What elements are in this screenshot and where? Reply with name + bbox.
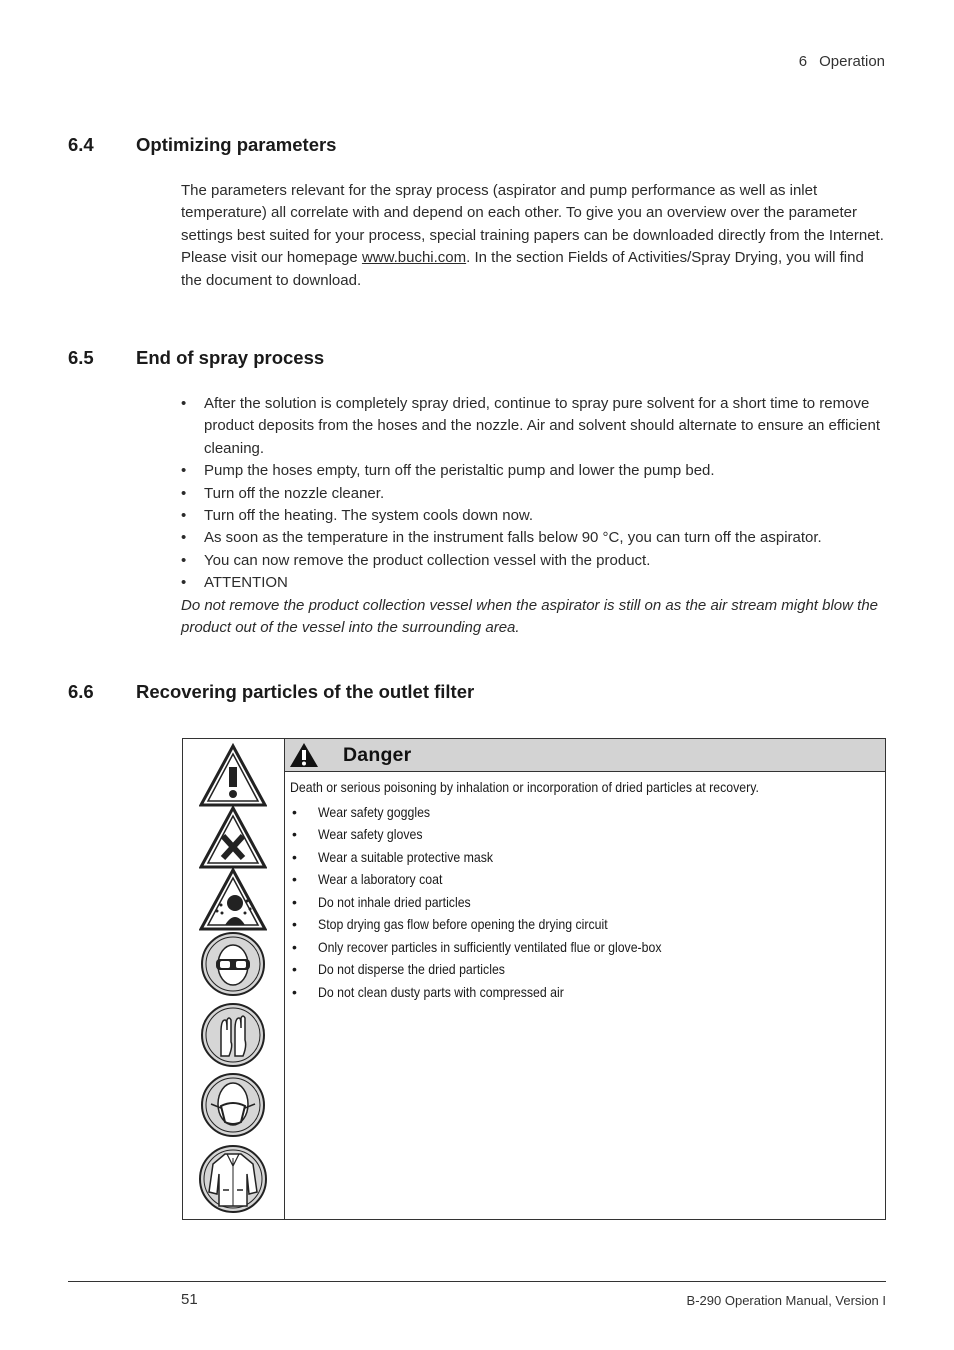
list-item xyxy=(290,981,879,1004)
list-item xyxy=(290,936,879,959)
list-item-text: Do not disperse the dried particles xyxy=(318,961,505,977)
manual-title: B-290 Operation Manual, Version I xyxy=(686,1293,886,1308)
list-item-text: Stop drying gas flow before opening the drying circuit xyxy=(318,916,608,932)
harmful-x-icon xyxy=(199,805,267,871)
list-item: • Turn off the nozzle cleaner. xyxy=(181,483,886,505)
attention-note: Do not remove the product collection vessel when the aspirator is still on as the air stream might blow the product out of the vessel into the surrounding area. xyxy=(181,596,879,637)
list-item xyxy=(290,801,879,824)
list-item xyxy=(290,913,879,936)
list-item xyxy=(290,891,879,914)
safety-gloves-icon xyxy=(199,1002,267,1068)
paragraph xyxy=(181,247,886,292)
chapter-title: Operation xyxy=(819,53,885,70)
warning-triangle-icon xyxy=(199,743,267,809)
danger-body xyxy=(285,772,885,1003)
chapter-number: 6 xyxy=(798,53,808,70)
list-item xyxy=(290,958,879,981)
procedure-list xyxy=(181,393,886,595)
list-item-text: Only recover particles in sufficiently ventilated flue or glove-box xyxy=(318,938,662,955)
section-number: 6.6 xyxy=(68,681,94,702)
list-item-text: Wear safety goggles xyxy=(318,803,431,820)
list-item: • ATTENTION xyxy=(181,572,886,594)
list-item: • You can now remove the product collection vessel with the product. xyxy=(181,550,886,572)
text-run: Please visit our homepage xyxy=(181,249,362,267)
list-item xyxy=(290,823,879,846)
section-title: Optimizing parameters xyxy=(136,134,337,155)
paragraph: The parameters relevant for the spray process (aspirator and pump performance as well as inlet temperature) all correlate with and depend on each other. To give you an overview over the parameter settings best suited for your process, special training papers can be downloaded directly from the Internet. xyxy=(181,182,884,244)
section-6-5-body xyxy=(181,393,886,639)
danger-title: Danger xyxy=(343,743,412,766)
homepage-link[interactable]: www.buchi.com xyxy=(361,249,467,267)
section-title: End of spray process xyxy=(136,347,325,368)
running-header xyxy=(799,53,885,70)
list-item: • As soon as the temperature in the instrument falls below 90 °C, you can turn off the aspirator. xyxy=(181,527,886,549)
list-item-text: Wear safety gloves xyxy=(318,826,423,842)
list-item-text: Wear a laboratory coat xyxy=(318,871,443,887)
list-item-text: Do not inhale dried particles xyxy=(318,893,471,910)
list-item-text: Wear a suitable protective mask xyxy=(318,848,494,865)
list-item: • Pump the hoses empty, turn off the peristaltic pump and lower the pump bed. xyxy=(181,460,886,482)
danger-notice xyxy=(182,738,886,1220)
danger-header-bar xyxy=(285,739,885,772)
section-number: 6.5 xyxy=(68,347,94,368)
page-number: 51 xyxy=(181,1291,198,1308)
footer-divider xyxy=(68,1281,886,1282)
danger-content xyxy=(285,739,885,1219)
section-6-4-body xyxy=(181,180,886,292)
list-item xyxy=(290,868,879,891)
text-run: . In the section Fields of Activities/Spray Drying, you will find the document to download. xyxy=(181,249,864,289)
toxic-inhalation-icon xyxy=(199,867,267,933)
safety-goggles-icon xyxy=(199,931,267,997)
list-item xyxy=(290,846,879,869)
section-heading-6-4 xyxy=(68,134,336,156)
safety-symbols-column xyxy=(183,739,285,1219)
section-title: Recovering particles of the outlet filter xyxy=(136,681,475,702)
warning-icon xyxy=(289,742,319,768)
list-item: • After the solution is completely spray dried, continue to spray pure solvent for a short time to remove product deposits from the hoses and the nozzle. Air and solvent should alternate to ensure an efficient cleaning. xyxy=(181,393,886,460)
danger-measures-list xyxy=(290,801,879,1004)
section-heading-6-6 xyxy=(68,681,474,703)
list-item: • Turn off the heating. The system cools down now. xyxy=(181,505,886,527)
section-number: 6.4 xyxy=(68,134,94,155)
lab-coat-icon xyxy=(199,1144,267,1214)
protective-mask-icon xyxy=(199,1072,267,1138)
section-heading-6-5 xyxy=(68,347,324,369)
danger-intro: Death or serious poisoning by inhalation or incorporation of dried particles at recovery. xyxy=(290,779,759,795)
list-item-text: Do not clean dusty parts with compressed air xyxy=(318,983,564,1000)
